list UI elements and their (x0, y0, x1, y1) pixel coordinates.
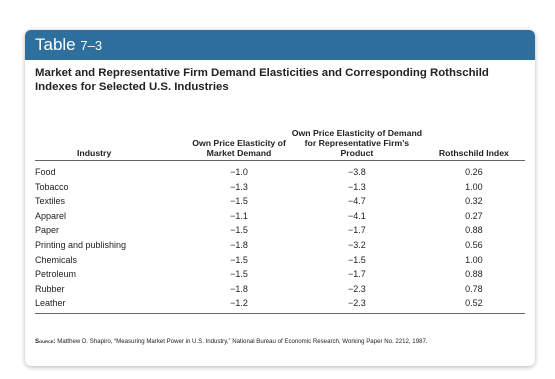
cell-market-elasticity: −1.0 (230, 167, 248, 177)
cell-industry: Leather (35, 296, 187, 313)
cell-rothschild-index: 0.52 (423, 296, 525, 313)
column-header-rothschild-index: Rothschild Index (423, 108, 525, 161)
source-label: Source: (35, 338, 56, 345)
cell-industry: Paper (35, 225, 60, 236)
cell-firm-elasticity: −2.3 (347, 283, 366, 294)
cell-market-elasticity: −1.5 (230, 225, 248, 236)
cell-firm-elasticity: −3.8 (347, 167, 366, 177)
cell-rothschild-index: 1.00 (465, 254, 483, 265)
table-row (35, 223, 525, 238)
cell-market-elasticity: −1.8 (230, 239, 248, 250)
cell-market-elasticity: −1.5 (230, 196, 248, 207)
column-header-market-elasticity: Own Price Elasticity of Market Demand (187, 108, 291, 161)
table-row (35, 267, 525, 282)
cell-industry: Printing and publishing (35, 239, 127, 250)
table-row (35, 180, 525, 195)
table-row (35, 194, 525, 209)
table-number: 7–3 (80, 38, 103, 53)
cell-rothschild-index: 0.27 (465, 210, 483, 221)
table-row (35, 296, 525, 313)
cell-market-elasticity: −1.8 (230, 283, 248, 294)
cell-rothschild-index: 0.88 (465, 269, 483, 280)
cell-industry: Tobacco (35, 181, 69, 192)
cell-market-elasticity: −1.2 (187, 296, 291, 313)
cell-market-elasticity: −1.1 (230, 210, 248, 221)
cell-firm-elasticity: −2.3 (291, 296, 423, 313)
source-text: Matthew D. Shapiro, “Measuring Market Power in U.S. Industry,” National Bureau of Economic Research, Working Paper No. 2212, 1987. (57, 338, 428, 345)
cell-market-elasticity: −1.3 (230, 181, 248, 192)
table-label: Table (35, 35, 76, 54)
cell-firm-elasticity: −3.2 (347, 239, 366, 250)
cell-market-elasticity: −1.5 (230, 254, 248, 265)
table-row (35, 238, 525, 253)
table-row (35, 282, 525, 297)
source-note (35, 338, 428, 345)
cell-firm-elasticity: −4.7 (347, 196, 366, 207)
cell-industry: Chemicals (35, 254, 78, 265)
cell-industry: Food (35, 167, 56, 177)
cell-rothschild-index: 0.56 (465, 239, 483, 250)
cell-firm-elasticity: −1.5 (347, 254, 366, 265)
cell-industry: Textiles (35, 196, 66, 207)
cell-rothschild-index: 0.32 (465, 196, 483, 207)
cell-firm-elasticity: −1.7 (347, 225, 366, 236)
cell-rothschild-index: 0.26 (465, 167, 483, 177)
table-row (35, 161, 525, 180)
cell-industry: Apparel (35, 210, 67, 221)
table-header-bar (25, 30, 535, 60)
table-caption: Market and Representative Firm Demand Elasticities and Corresponding Rothschild Indexes for Selected U.S. Industries (35, 67, 489, 93)
table-row (35, 253, 525, 268)
cell-industry: Rubber (35, 283, 65, 294)
table-body (35, 161, 525, 314)
cell-market-elasticity: −1.5 (230, 269, 248, 280)
cell-rothschild-index: 0.88 (465, 225, 483, 236)
column-header-firm-elasticity: Own Price Elasticity of Demand for Representative Firm’s Product (291, 108, 423, 161)
cell-rothschild-index: 0.78 (465, 283, 483, 294)
table-row (35, 209, 525, 224)
cell-firm-elasticity: −4.1 (347, 210, 366, 221)
header-row (35, 108, 525, 161)
column-header-industry: Industry (35, 108, 187, 161)
cell-firm-elasticity: −1.7 (347, 269, 366, 280)
data-table (35, 108, 525, 314)
cell-industry: Petroleum (35, 269, 77, 280)
table-card (25, 30, 535, 366)
cell-firm-elasticity: −1.3 (347, 181, 366, 192)
cell-rothschild-index: 1.00 (465, 181, 483, 192)
